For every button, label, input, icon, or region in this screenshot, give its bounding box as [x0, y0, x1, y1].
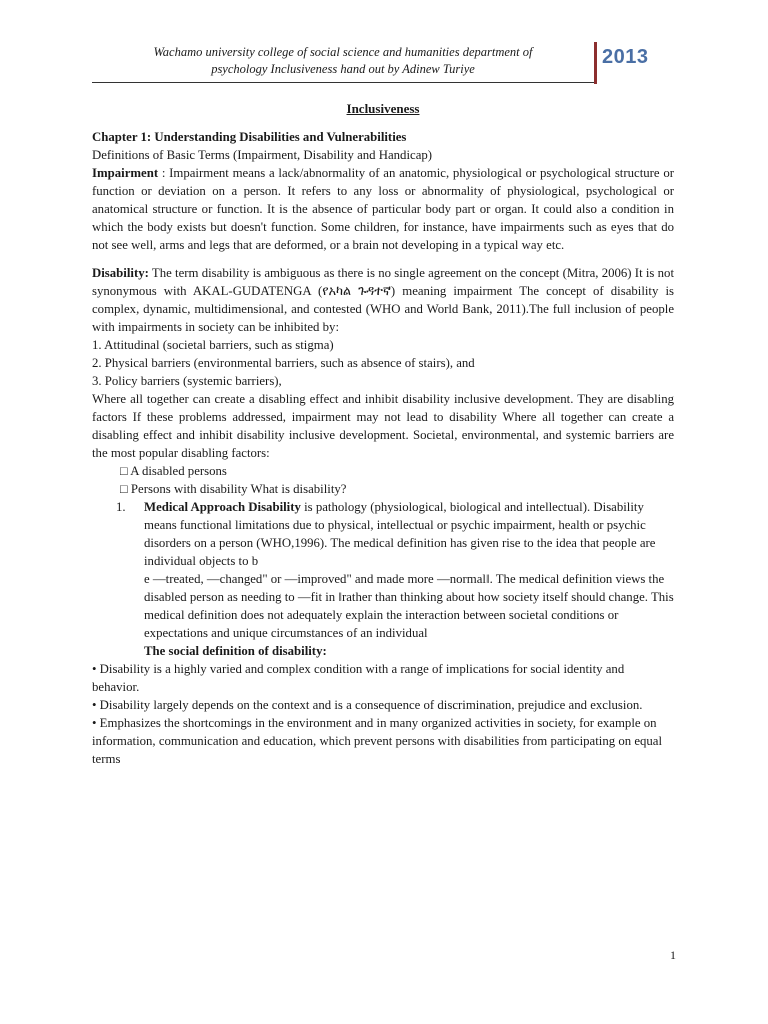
- barrier-item: 3. Policy barriers (systemic barriers),: [92, 374, 282, 388]
- year-divider: [594, 42, 597, 84]
- definitions-line: Definitions of Basic Terms (Impairment, Disability and Handicap): [92, 148, 433, 162]
- bullet-text: A disabled persons: [127, 464, 227, 478]
- impairment-label: Impairment: [92, 166, 159, 180]
- list-number: 1.: [116, 500, 126, 514]
- header-line-1: Wachamo university college of social science and humanities department of: [153, 45, 533, 59]
- header-line-2: psychology Inclusiveness hand out by Adinew Turiye: [211, 61, 475, 76]
- page-number: 1: [670, 948, 676, 962]
- header-rule: [92, 82, 594, 83]
- running-header: [96, 44, 590, 77]
- chapter-heading: Chapter 1: Understanding Disabilities and Vulnerabilities: [92, 130, 407, 144]
- bullet-text: Persons with disability What is disability?: [127, 482, 347, 496]
- disability-label: Disability:: [92, 266, 149, 280]
- disability-text: The term disability is ambiguous as there is no single agreement on the concept (Mitra, 2006) It is not synonymous with AKAL-GUDATENGA (የአካል ጉዳተኛ) meaning impairment The concept of disability is complex, dynamic, multidimensional, and contested (WHO and World Bank, 2011).The full inclusion of people with impairments in society can be inhibited by:: [92, 266, 674, 334]
- document-body: [92, 100, 674, 768]
- disabling-factors-paragraph: Where all together can create a disabling effect and inhibit disability inclusive development. They are disabling factors If these problems addressed, impairment may not lead to disability Where all together can create a disabling effect and inhibit disability inclusive development. Societal, environmental, and systemic barriers are the most popular disabling factors:: [92, 392, 674, 460]
- barrier-item: 2. Physical barriers (environmental barriers, such as absence of stairs), and: [92, 356, 475, 370]
- document-title: Inclusiveness: [346, 101, 420, 116]
- medical-approach-label: Medical Approach Disability: [144, 500, 301, 514]
- header-year: 2013: [602, 46, 649, 68]
- social-point: • Emphasizes the shortcomings in the environment and in many organized activities in society, for example on information, communication and education, which prevent persons with disabilities from participating on equal terms: [92, 716, 663, 766]
- medical-approach-body: is pathology (physiological, biological and intellectual). Disability means functional limitations due to physical, intellectual or psychic impairment, health or psychic disorders on a person (WHO,1996). The medical definition has given rise to the idea that people are individual objects to b: [144, 500, 656, 568]
- barrier-item: 1. Attitudinal (societal barriers, such as stigma): [92, 338, 334, 352]
- social-definition-heading: The social definition of disability:: [144, 644, 327, 658]
- social-point: • Disability largely depends on the context and is a consequence of discrimination, prejudice and exclusion.: [92, 698, 643, 712]
- medical-approach-item: [116, 498, 674, 642]
- bullet-item: [120, 462, 674, 480]
- checkbox-bullet-icon: □: [120, 482, 128, 496]
- bullet-item: [120, 480, 674, 498]
- impairment-text: : Impairment means a lack/abnormality of an anatomic, physiological or psychological structure or function or deviation on a person. It refers to any loss or abnormality of physiological, psychological or anatomical structure or function. It is the absence of particular body part or organ. It could also a condition in which the body exists but doesn't function. Some children, for instance, have impairments such as eyes that do not see well, arms and legs that are deformed, or a brain not developing in a typical way etc.: [92, 166, 674, 252]
- medical-approach-body-2: e ―treated, ―changed" or ―improved" and made more ―normal‖. The medical definition views the disabled person as needing to ―fit in ‖rather than thinking about how society itself should change. This medical definition does not adequately explain the interaction between societal conditions or expectations and unique circumstances of an individual: [144, 572, 674, 640]
- disability-paragraph: [92, 264, 674, 336]
- social-point: • Disability is a highly varied and complex condition with a range of implications for social identity and behavior.: [92, 662, 625, 694]
- impairment-paragraph: [92, 164, 674, 254]
- medical-approach-text: [144, 498, 674, 642]
- checkbox-bullet-icon: □: [120, 464, 128, 478]
